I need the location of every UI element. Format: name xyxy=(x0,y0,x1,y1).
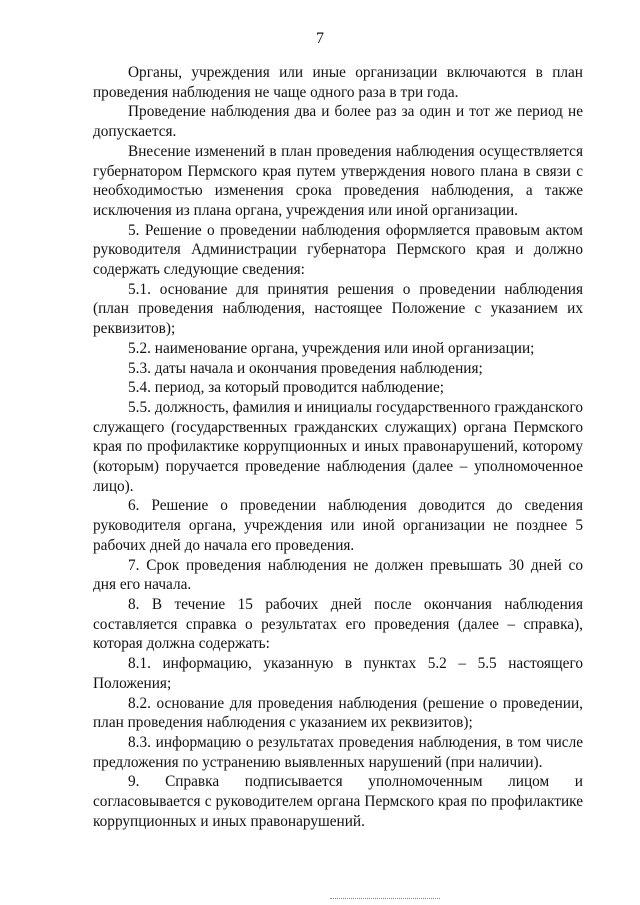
scan-artifact-line xyxy=(330,898,440,901)
page-number: 7 xyxy=(316,30,324,47)
document-body xyxy=(93,63,583,831)
paragraph-item-5-5: 5.5. должность, фамилия и инициалы государственного гражданского служащего (государственных гражданских служащих) органа Пермского края по профилактике коррупционных и иных правонарушений, которому (которым) поручается проведение наблюдения (далее – уполномоченное лицо). xyxy=(93,398,583,495)
paragraph-item-5-4: 5.4. период, за который проводится наблюдение; xyxy=(128,379,444,397)
paragraph-item-8-3: 8.3. информацию о результатах проведения наблюдения, в том числе предложения по устранению выявленных нарушений (при наличии). xyxy=(93,733,583,771)
paragraph-item-8-2: 8.2. основание для проведения наблюдения (решение о проведении, план проведения наблюдения с указанием их реквизитов); xyxy=(93,694,583,732)
paragraph-repeat-restriction: Проведение наблюдения два и более раз за один и тот же период не допускается. xyxy=(93,103,583,141)
paragraph-item-8-1: 8.1. информацию, указанную в пунктах 5.2 – 5.5 настоящего Положения; xyxy=(93,655,583,692)
paragraph-item-5-2: 5.2. наименование органа, учреждения или иной организации; xyxy=(128,339,535,357)
paragraph-plan-inclusion: Органы, учреждения или иные организации включаются в план проведения наблюдения не чаще одного раза в три года. xyxy=(93,64,583,101)
paragraph-item-6: 6. Решение о проведении наблюдения доводится до сведения руководителя органа, учреждения или иной организации не позднее 5 рабочих дней до начала его проведения. xyxy=(93,497,583,554)
paragraph-item-9: 9. Справка подписывается уполномоченным лицом и согласовывается с руководителем органа Пермского края по профилактике коррупционных и иных правонарушений. xyxy=(93,773,583,830)
paragraph-item-5-1: 5.1. основание для принятия решения о проведении наблюдения (план проведения наблюдения, настоящее Положение с указанием их реквизитов); xyxy=(93,280,583,338)
paragraph-item-8: 8. В течение 15 рабочих дней после окончания наблюдения составляется справка о результатах его проведения (далее – справка), которая должна содержать: xyxy=(93,595,583,653)
paragraph-item-5: 5. Решение о проведении наблюдения оформляется правовым актом руководителя Администрации губернатора Пермского края и должно содержать следующие сведения: xyxy=(93,221,583,279)
paragraph-item-5-3: 5.3. даты начала и окончания проведения наблюдения; xyxy=(128,359,483,377)
paragraph-plan-changes: Внесение изменений в план проведения наблюдения осуществляется губернатором Пермского края путем утверждения нового плана в связи с необходимостью изменения срока проведения наблюдения, а также исключения из плана органа, учреждения или иной организации. xyxy=(93,142,583,219)
paragraph-item-7: 7. Срок проведения наблюдения не должен превышать 30 дней со дня его начала. xyxy=(93,556,583,594)
